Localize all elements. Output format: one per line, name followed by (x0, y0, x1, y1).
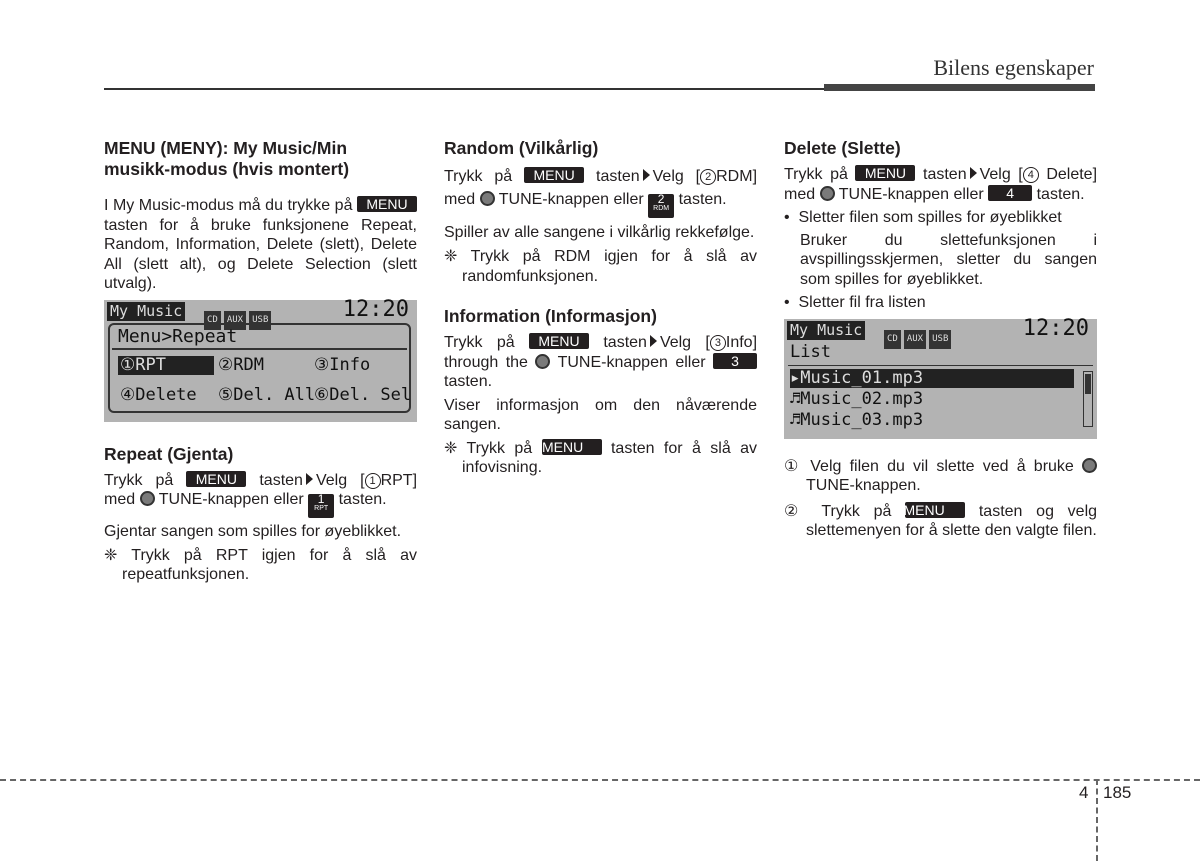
bullet-delete-from-list: • Sletter fil fra listen (784, 294, 926, 311)
key-4-icon: 4 (988, 185, 1032, 201)
menu-key-icon: MENU (357, 196, 417, 212)
text: Sletter fil fra listen (798, 294, 926, 311)
usb-badge: USB (249, 311, 271, 331)
list-item-music-02[interactable]: ♬Music_02.mp3 (790, 388, 924, 409)
usb-badge: USB (929, 330, 951, 350)
key-number: 1 (317, 492, 325, 506)
section-heading-menu: MENU (MENY): My Music/Min musikk-modus (hvis montert) (104, 138, 350, 179)
text: med (104, 491, 136, 508)
text: Velg [ (315, 471, 365, 489)
screen-clock: 12:20 (1022, 315, 1089, 341)
info-instruction (444, 333, 757, 392)
arrow-right-icon (650, 335, 657, 347)
key-sub: RPT (314, 505, 329, 512)
footer-vertical-rule (1096, 779, 1098, 861)
tune-knob-icon (480, 191, 495, 206)
step-2 (784, 502, 1097, 541)
menu-path: Menu>Repeat (118, 325, 238, 347)
section-heading-repeat: Repeat (Gjenta) (104, 443, 234, 464)
text: Velg [ (659, 334, 710, 351)
tune-knob-icon (1082, 458, 1097, 473)
tune-knob-icon (820, 186, 835, 201)
menu-separator (112, 348, 407, 350)
random-instruction (444, 165, 757, 218)
text: tasten. (678, 191, 727, 208)
column-2 (444, 138, 757, 482)
text: Velg [ (979, 166, 1023, 183)
repeat-instruction (104, 471, 417, 519)
text: TUNE-knappen eller (158, 491, 304, 508)
text: RDM] (716, 168, 758, 185)
list-scrollbar[interactable] (1083, 371, 1093, 427)
column-3 (784, 138, 1097, 547)
text: TUNE-knappen eller (498, 191, 644, 208)
list-label: List (790, 341, 831, 362)
text: tasten og velg slettemenyen for å slette den valgte filen. (806, 502, 1098, 539)
text: through the (444, 353, 528, 371)
section-heading-information: Information (Informasjon) (444, 306, 657, 326)
text: Trykk på (784, 166, 848, 183)
menu-key-icon: MENU (529, 333, 589, 349)
text: RPT] (380, 471, 418, 489)
menu-key-icon: MENU (905, 502, 965, 518)
header-tab-bar (824, 84, 1095, 91)
menu-option-rpt[interactable]: ①RPT (118, 356, 214, 376)
column-1 (104, 138, 417, 589)
tune-knob-icon (140, 491, 155, 506)
text: Info] (725, 334, 758, 351)
scrollbar-thumb[interactable] (1085, 374, 1091, 394)
info-description: Viser informasjon om den nåværende sangen. (444, 396, 757, 433)
text: Trykk på (104, 471, 174, 489)
text: Trykk på (444, 334, 515, 351)
text: TUNE-knappen eller (557, 353, 706, 371)
display-screen-repeat (104, 296, 417, 422)
section-heading-delete: Delete (Slette) (784, 138, 901, 158)
page-number: 185 (1103, 783, 1132, 802)
key-sub: RDM (653, 205, 670, 212)
text: ❈ Trykk på (444, 439, 533, 457)
key-number: 2 (657, 192, 665, 206)
menu-option-delete[interactable]: ④Delete (120, 384, 197, 405)
text: tasten (923, 166, 967, 183)
menu-option-info[interactable]: ③Info (314, 354, 371, 375)
text: tasten (603, 334, 647, 351)
aux-badge: AUX (904, 330, 926, 350)
circled-number-icon: 2 (700, 169, 716, 185)
menu-key-icon: MENU (542, 439, 602, 455)
menu-option-rdm[interactable]: ②RDM (218, 354, 264, 375)
key-3-icon: 3 (713, 353, 757, 369)
preset-key-1-icon (308, 494, 334, 518)
screen-title: My Music (787, 321, 865, 341)
tune-knob-icon (535, 354, 550, 369)
repeat-note: ❈ Trykk på RPT igjen for å slå av repeatfunksjonen. (104, 546, 417, 583)
display-screen-list (784, 315, 1097, 439)
text: tasten (259, 471, 303, 489)
repeat-description: Gjentar sangen som spilles for øyeblikket. (104, 523, 402, 540)
text: TUNE-knappen eller (838, 185, 984, 203)
text: Delete] med (784, 166, 1098, 203)
bullet-delete-current-desc: Bruker du slettefunksjonen i avspillingsskjermen, sletter du sangen som spilles for øyeblikket. (800, 231, 1097, 288)
random-note: ❈ Trykk på RDM igjen for å slå av randomfunksjonen. (444, 248, 757, 285)
page-header-title: Bilens egenskaper (933, 55, 1094, 80)
info-note (444, 439, 757, 478)
circled-number-icon: 4 (1023, 167, 1039, 183)
text: tasten. (338, 491, 387, 508)
text: Trykk på (444, 168, 513, 185)
intro-text-a: I My Music-modus må du trykke på (104, 197, 353, 214)
arrow-right-icon (970, 167, 977, 179)
text: Velg filen du vil slette ved å bruke (810, 457, 1074, 475)
screen-title: My Music (107, 302, 185, 322)
cd-badge: CD (204, 311, 221, 331)
text: Velg [ (652, 168, 701, 185)
screen-clock: 12:20 (342, 296, 409, 322)
intro-paragraph (104, 196, 417, 294)
circled-number-icon: 3 (710, 335, 726, 351)
circled-number-icon: 1 (365, 473, 381, 489)
text: tasten (596, 168, 640, 185)
cd-badge: CD (884, 330, 901, 350)
text: Trykk på (821, 502, 892, 520)
arrow-right-icon (643, 169, 650, 181)
aux-badge: AUX (224, 311, 246, 331)
menu-key-icon: MENU (186, 471, 246, 487)
text: TUNE-knappen. (806, 477, 921, 494)
list-separator (788, 365, 1093, 366)
section-heading-random: Random (Vilkårlig) (444, 138, 599, 158)
menu-frame (108, 323, 411, 413)
list-item-music-01[interactable]: ▸Music_01.mp3 (790, 369, 1074, 389)
step-number: ① (784, 457, 803, 475)
bullet-delete-current: • Sletter filen som spilles for øyeblikket (784, 209, 1062, 226)
step-number: ② (784, 502, 808, 520)
list-item-music-03[interactable]: ♬Music_03.mp3 (790, 409, 924, 430)
arrow-right-icon (306, 473, 313, 485)
chapter-number: 4 (1079, 783, 1089, 802)
footer-dashed-rule (0, 779, 1200, 781)
random-description: Spiller av alle sangene i vilkårlig rekkefølge. (444, 224, 755, 241)
menu-option-del-sel[interactable]: ⑥Del. Sel (314, 384, 412, 405)
delete-instruction (784, 165, 1097, 204)
menu-key-icon: MENU (855, 165, 915, 181)
text: tasten. (444, 373, 493, 390)
menu-option-del-all[interactable]: ⑤Del. All (218, 384, 316, 405)
source-badges (884, 326, 954, 350)
step-1 (784, 457, 1097, 496)
text: tasten. (1036, 185, 1085, 203)
text: med (444, 191, 476, 208)
menu-key-icon: MENU (524, 167, 584, 183)
intro-text-b: tasten for å bruke funksjonene Repeat, Random, Information, Delete (slett), Delete All (slett alt), og Delete Selection (slett utvalg). (104, 216, 417, 292)
text: Sletter filen som spilles for øyeblikket (798, 209, 1062, 226)
text: tasten for å slå av infovisning. (462, 439, 757, 476)
preset-key-2-icon (648, 194, 674, 218)
